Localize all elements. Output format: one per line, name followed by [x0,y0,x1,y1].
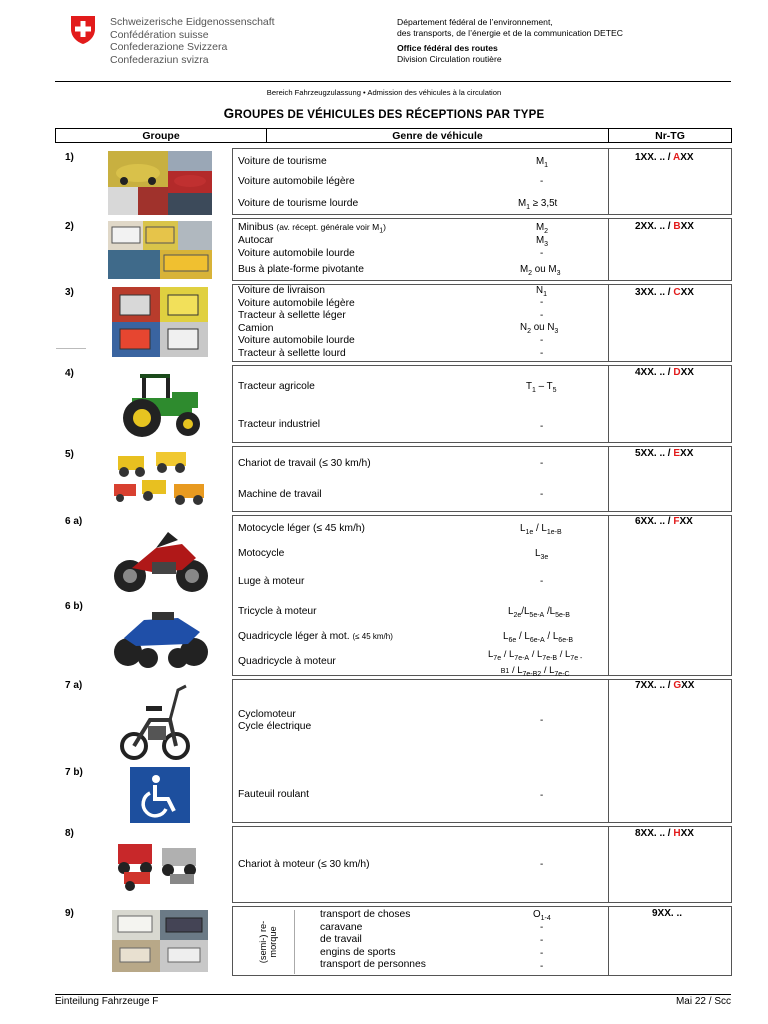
group-label-9: 9) [65,908,74,919]
tractor-image [112,372,208,440]
dash: - [540,458,544,469]
dash: - [540,715,544,726]
nrtg-value-6: 6XX. .. / FXX [635,516,693,527]
bereich-line: Bereich Fahrzeugzulassung • Admission des véhicules à la circulation [266,88,502,97]
nrtg-value-1: 1XX. .. / AXX [635,152,694,163]
header-genre: Genre de véhicule [266,128,609,143]
item-voiture-de-livraison: Voiture de livraison [238,285,326,296]
confederation-rm: Confederaziun svizra [110,53,209,66]
swiss-coat-of-arms-logo [70,15,96,45]
dash: - [540,421,544,432]
trucks-collage-image [112,287,208,357]
dash: - [540,335,544,346]
item-voiture-automobile-lourde: Voiture automobile lourde [238,248,355,259]
category-code: $L_{1e} / L_{1e-B}$ [520,523,562,536]
group-label-8: 8) [65,828,74,839]
work-machines-image [112,450,210,510]
dash: - [540,935,544,946]
item-camion: Camion [238,322,274,334]
row-box-6 [232,515,732,676]
confederation-names [110,16,275,66]
item-voiture-automobile-lourde: Voiture automobile lourde [238,335,355,347]
confederation-de: Schweizerische Eidgenossenschaft [110,16,275,28]
group-3-items [238,285,355,361]
item-fauteuil-roulant: Fauteuil roulant [238,789,309,800]
moped-image [120,680,190,764]
category-code: $M_3$ [536,235,549,248]
item-chariot-a-moteur: Chariot à moteur (≤ 30 km/h) [238,859,370,870]
motorcycle-image [112,518,210,596]
item-tracteur-sellette-lourd: Tracteur à sellette lourd [238,347,346,359]
category-code: $N_1$ [536,285,547,298]
dash: - [540,961,544,972]
dash: - [540,248,544,259]
item-chariot-de-travail: Chariot de travail (≤ 30 km/h) [238,458,371,469]
group-label-7b: 7 b) [65,767,83,778]
dash: - [540,948,544,959]
item-transport-de-choses: transport de choses [320,909,411,920]
group-label-2: 2) [65,221,74,232]
header-nrtg: Nr-TG [608,128,732,143]
page-title: GROUPES DE VÉHICULES DES RÉCEPTIONS PAR TYPE [223,106,545,121]
group-label-6b: 6 b) [65,601,83,612]
nrtg-value-4: 4XX. .. / DXX [635,367,694,378]
item-minibus: Minibus (av. récept. générale voir $M_1$) [238,222,386,235]
item-cycle-electrique: Cycle électrique [238,721,312,732]
quad-image [108,602,212,670]
category-code: $T_1 - T_5$ [526,381,557,394]
item-motocycle-leger: Motocycle léger (≤ 45 km/h) [238,523,365,534]
header-groupe: Groupe [55,128,267,143]
division-name: Division Circulation routière [397,54,502,64]
item-engins-de-sports: engins de sports [320,946,396,958]
group-label-1: 1) [65,152,74,163]
item-luge-a-moteur: Luge à moteur [238,576,305,587]
motor-carts-image [110,838,208,892]
item-machine-de-travail: Machine de travail [238,489,322,500]
group-label-6a: 6 a) [65,516,83,527]
dash: - [540,790,544,801]
confederation-fr: Confédération suisse [110,28,209,41]
item-tracteur-agricole: Tracteur agricole [238,381,315,392]
category-code: $L_{7e} / L_{7e-A} / L_{7e-B} / L_{7e -}$ $B1 / L_{7e-B2} / L_{7e-C}$ [488,649,583,678]
group-label-5: 5) [65,449,74,460]
category-code: $O_{1-4}$ [533,909,551,922]
dash: - [540,297,544,308]
category-code: $M_1 \ge 3,5t$ [518,198,558,211]
item-caravane: caravane [320,921,363,933]
nrtg-value-2: 2XX. .. / BXX [635,221,694,232]
item-quadricycle-a-moteur: Quadricycle à moteur [238,656,336,667]
footer-left: Einteilung Fahrzeuge F [55,996,159,1007]
item-de-travail: de travail [320,934,362,946]
item-voiture-de-tourisme: Voiture de tourisme [238,156,327,167]
group-label-3: 3) [65,287,74,298]
category-code: $N_2$ ou $N_3$ [520,322,559,335]
category-code: $L_{6e} / L_{6e-A} / L_{6e-B}$ [503,631,574,644]
item-quadricycle-leger: Quadricycle léger à mot. (≤ 45 km/h) [238,631,393,642]
dash: - [540,176,544,187]
item-tricycle-a-moteur: Tricycle à moteur [238,606,317,617]
dash: - [540,348,544,359]
item-voiture-automobile-legere: Voiture automobile légère [238,297,355,309]
cars-collage-image [108,151,212,215]
footer-divider [55,994,731,995]
item-motocycle: Motocycle [238,548,285,559]
dash: - [540,489,544,500]
department-block: Département fédéral de l’environnement, des transports, de l’énergie et de la communication DETEC Office fédéral des routes Division Circulation routière [397,17,623,64]
dash: - [540,859,544,870]
office-name: Office fédéral des routes [397,43,498,53]
item-voiture-de-tourisme-lourde: Voiture de tourisme lourde [238,198,359,209]
item-tracteur-industriel: Tracteur industriel [238,419,321,430]
confederation-it: Confederazione Svizzera [110,41,228,54]
dash: - [540,576,544,587]
dash: - [540,922,544,933]
nrtg-value-9: 9XX. .. [652,908,683,919]
wheelchair-icon [130,767,190,823]
item-bus-plate-forme-pivotante: Bus à plate-forme pivotante [238,264,364,275]
semi-remorque-label: (semi-) re- morque [258,920,278,964]
nrtg-value-7: 7XX. .. / GXX [635,680,695,691]
item-transport-de-personnes: transport de personnes [320,959,426,971]
category-code: $M_2$ ou $M_3$ [520,264,561,277]
dash: - [540,310,544,321]
nrtg-value-3: 3XX. .. / CXX [635,287,694,298]
category-code: $L_{2e}/L_{5e-A}$ $/L_{5e-B}$ [508,606,570,619]
item-cyclomoteur: Cyclomoteur [238,709,296,720]
item-autocar: Autocar [238,235,274,246]
item-tracteur-sellette-leger: Tracteur à sellette léger [238,310,346,322]
nrtg-value-5: 5XX. .. / EXX [635,448,694,459]
buses-collage-image [108,221,212,279]
row-box-7 [232,679,732,823]
group-label-4: 4) [65,368,74,379]
category-code: $M_1$ [536,156,549,169]
item-voiture-automobile-legere: Voiture automobile légère [238,176,355,187]
category-code: $M_2$ [536,222,549,235]
group-9-items [320,909,426,972]
category-code: $L_{3e}$ [535,548,549,561]
trailers-collage-image [112,910,208,972]
header-divider [55,81,731,82]
nrtg-value-8: 8XX. .. / HXX [635,828,694,839]
footer-right: Mai 22 / Scc [675,996,731,1007]
group-label-7a: 7 a) [65,680,83,691]
